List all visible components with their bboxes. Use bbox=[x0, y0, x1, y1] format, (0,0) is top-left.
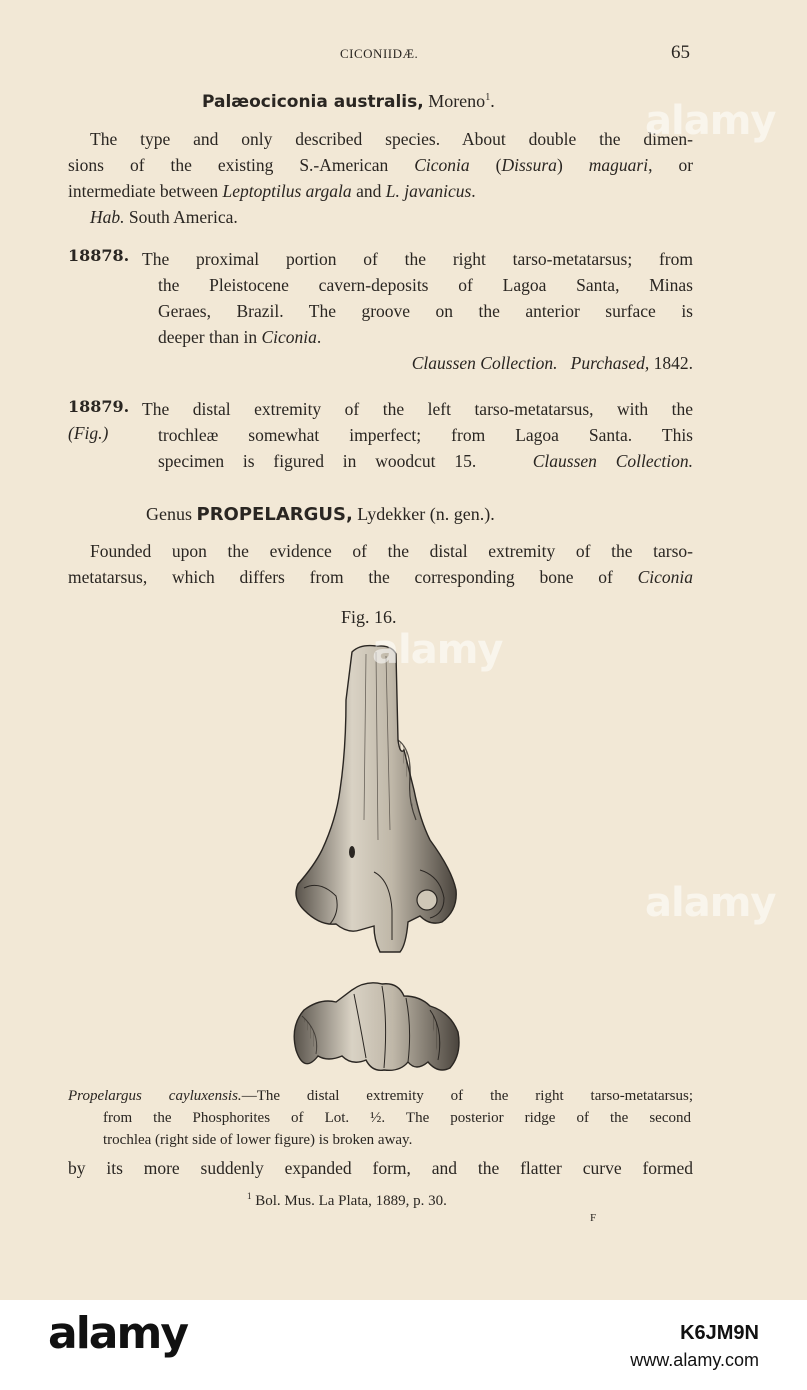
collection-line: Claussen Collection. Purchased, 1842. bbox=[411, 353, 693, 373]
figure-caption-line-1: Propelargus cayluxensis.—The distal extremity of the right tarso-metatarsus; bbox=[68, 1088, 693, 1104]
entry-line: The distal extremity of the left tarso-metatarsus, with the bbox=[142, 399, 693, 419]
genus-desc-line-1: Founded upon the evidence of the distal extremity of the tarso- bbox=[90, 541, 693, 561]
genus-heading: Genus PROPELARGUS, Lydekker (n. gen.). bbox=[146, 504, 495, 525]
entry-line: Geraes, Brazil. The groove on the anterior surface is bbox=[158, 301, 693, 321]
figure-caption-line-2: from the Phosphorites of Lot. ½. The posterior ridge of the second bbox=[103, 1110, 691, 1126]
entry-number: 18879. bbox=[68, 397, 130, 416]
stock-footer bbox=[0, 1300, 807, 1390]
running-title: CICONIIDÆ. bbox=[340, 46, 419, 61]
entry-line: the Pleistocene cavern-deposits of Lagoa Santa, Minas bbox=[158, 275, 693, 295]
genus-name: PROPELARGUS, bbox=[196, 504, 353, 525]
entry-line: The proximal portion of the right tarso-metatarsus; from bbox=[142, 249, 693, 269]
species-desc-line-2: sions of the existing S.-American Ciconia (Dissura) maguari, or bbox=[68, 155, 694, 175]
figure-label: Fig. 16. bbox=[341, 607, 397, 627]
footnote-marker-ref: 1 bbox=[485, 92, 491, 103]
figure-caption-line-3: trochlea (right side of lower figure) is broken away. bbox=[103, 1132, 413, 1148]
genus-desc-line-2: metatarsus, which differs from the corresponding bone of Ciconia bbox=[68, 567, 693, 587]
footnote: $^1$ Bol. Mus. La Plata, 1889, p. 30. bbox=[247, 1191, 447, 1209]
page-number: 65 bbox=[671, 42, 690, 63]
habitat-line bbox=[90, 204, 693, 230]
distal-view bbox=[294, 983, 459, 1070]
stock-logo: alamy bbox=[48, 1308, 187, 1359]
stock-site: www.alamy.com bbox=[630, 1350, 759, 1370]
watermark-logo: alamy bbox=[372, 627, 503, 673]
habitat-label: Hab. bbox=[90, 207, 125, 227]
entry-line: specimen is figured in woodcut 15. Claussen Collection. bbox=[158, 451, 694, 471]
habitat-value: South America. bbox=[124, 207, 238, 227]
entry-line: deeper than in Ciconia. bbox=[158, 327, 322, 347]
entry-number: 18878. bbox=[68, 246, 130, 265]
stock-image-id: K6JM9N bbox=[680, 1322, 759, 1344]
signature-mark: F bbox=[590, 1212, 597, 1224]
foramen-mark bbox=[349, 846, 355, 858]
watermark-logo: alamy bbox=[645, 98, 776, 144]
fig-reference: (Fig.) bbox=[68, 423, 109, 443]
species-desc-line-3: intermediate between Leptoptilus argala and L. javanicus. bbox=[68, 181, 476, 201]
caption-species: Propelargus cayluxensis. bbox=[68, 1088, 242, 1104]
tarsometatarsus-illustration bbox=[280, 640, 480, 1080]
continuation-line: by its more suddenly expanded form, and the flatter curve formed bbox=[68, 1158, 693, 1178]
species-desc-line-1: The type and only described species. About double the dimen- bbox=[90, 129, 693, 149]
watermark-logo: alamy bbox=[645, 880, 776, 926]
footnote-marker: 1 bbox=[247, 1191, 252, 1201]
species-name: Palæociconia australis, bbox=[202, 92, 424, 112]
entry-line: trochleæ somewhat imperfect; from Lagoa Santa. This bbox=[158, 425, 693, 445]
species-author: Moreno bbox=[423, 91, 486, 111]
species-heading: Palæociconia australis, Moreno$^1$. bbox=[202, 91, 495, 112]
